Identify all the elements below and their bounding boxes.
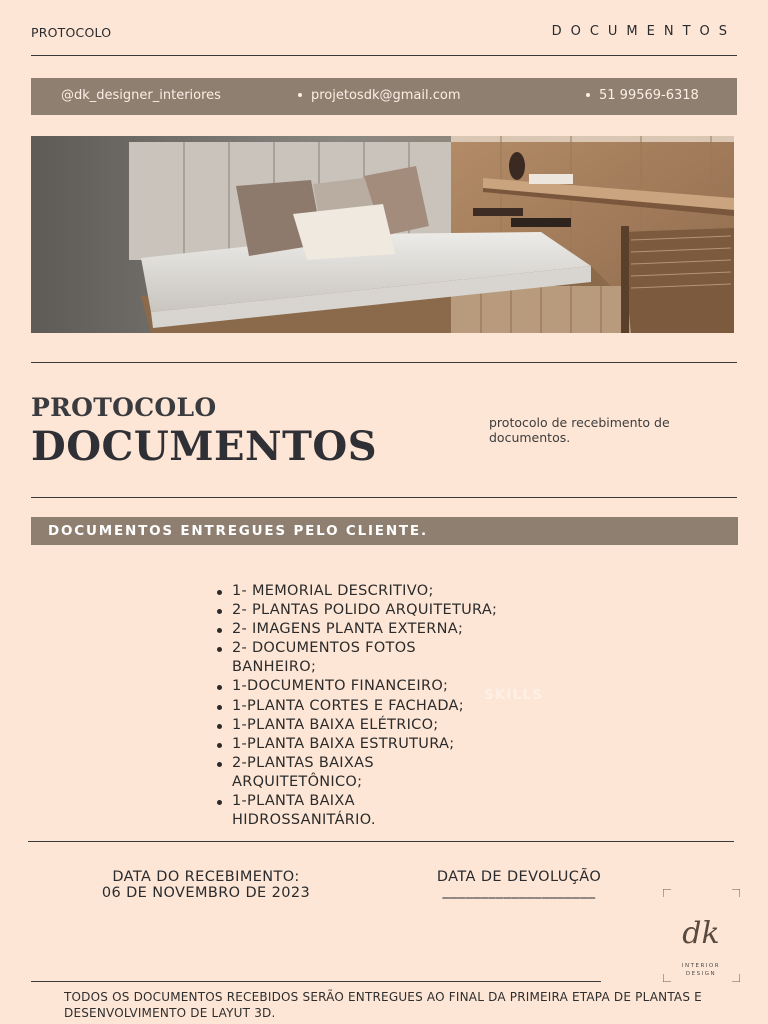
dk-interior-design-logo <box>663 889 740 982</box>
phone-item <box>586 88 699 103</box>
divider-top <box>31 55 737 56</box>
header-left-label: PROTOCOLO <box>31 25 112 40</box>
list-item: 2-PLANTAS BAIXAS ARQUITETÔNICO; <box>216 754 416 792</box>
watermark-text: SKILLS <box>484 688 544 703</box>
contact-bar <box>31 78 737 115</box>
divider-after-photo <box>31 362 737 363</box>
svg-text:DESIGN: DESIGN <box>685 971 717 977</box>
svg-text:dk: dk <box>682 916 720 951</box>
divider-after-list <box>28 841 734 842</box>
received-date-block <box>66 869 346 901</box>
divider-after-title <box>31 497 737 498</box>
list-item: 1-DOCUMENTO FINANCEIRO; <box>216 677 536 696</box>
list-item: 1-PLANTA CORTES E FACHADA; <box>216 697 536 716</box>
list-item: 1-PLANTA BAIXA ESTRUTURA; <box>216 735 536 754</box>
divider-footer <box>31 981 601 982</box>
phone-text: 51 99569-6318 <box>599 88 699 103</box>
bedroom-photo <box>31 136 734 333</box>
documents-list <box>216 582 536 830</box>
footer-note: TODOS OS DOCUMENTOS RECEBIDOS SERÃO ENTREGUES AO FINAL DA PRIMEIRA ETAPA DE PLANTAS E DESENVOLVIMENTO DE LAYUT 3D. <box>64 990 702 1020</box>
return-date-value: ____________________ <box>442 883 596 899</box>
list-item: 1-PLANTA BAIXA HIDROSSANITÁRIO. <box>216 792 406 830</box>
svg-text:INTERIOR: INTERIOR <box>681 963 721 969</box>
list-item: 2- PLANTAS POLIDO ARQUITETURA; <box>216 601 536 620</box>
list-item: 2- DOCUMENTOS FOTOS BANHEIRO; <box>216 639 446 677</box>
title-documentos: DOCUMENTOS <box>31 423 378 470</box>
list-item: 1-PLANTA BAIXA ELÉTRICO; <box>216 716 536 735</box>
header-right-label: DOCUMENTOS <box>551 24 736 39</box>
hero-description: protocolo de recebimento de documentos. <box>489 415 670 445</box>
title-protocolo: PROTOCOLO <box>31 393 217 422</box>
return-date-label: DATA DE DEVOLUÇÃO <box>436 869 602 885</box>
received-date-label: DATA DO RECEBIMENTO: <box>112 869 300 885</box>
email-item <box>298 88 460 103</box>
bullet-icon <box>298 93 302 97</box>
bedroom-photo-illustration <box>31 136 734 333</box>
instagram-handle: @dk_designer_interiores <box>61 88 221 103</box>
bullet-icon <box>586 93 590 97</box>
list-item: 1- MEMORIAL DESCRITIVO; <box>216 582 536 601</box>
received-date-value: 06 DE NOVEMBRO DE 2023 <box>101 885 311 901</box>
email-text: projetosdk@gmail.com <box>311 88 461 103</box>
section-title-bar: DOCUMENTOS ENTREGUES PELO CLIENTE. <box>31 517 738 545</box>
return-date-block <box>410 869 628 899</box>
list-item: 2- IMAGENS PLANTA EXTERNA; <box>216 620 536 639</box>
